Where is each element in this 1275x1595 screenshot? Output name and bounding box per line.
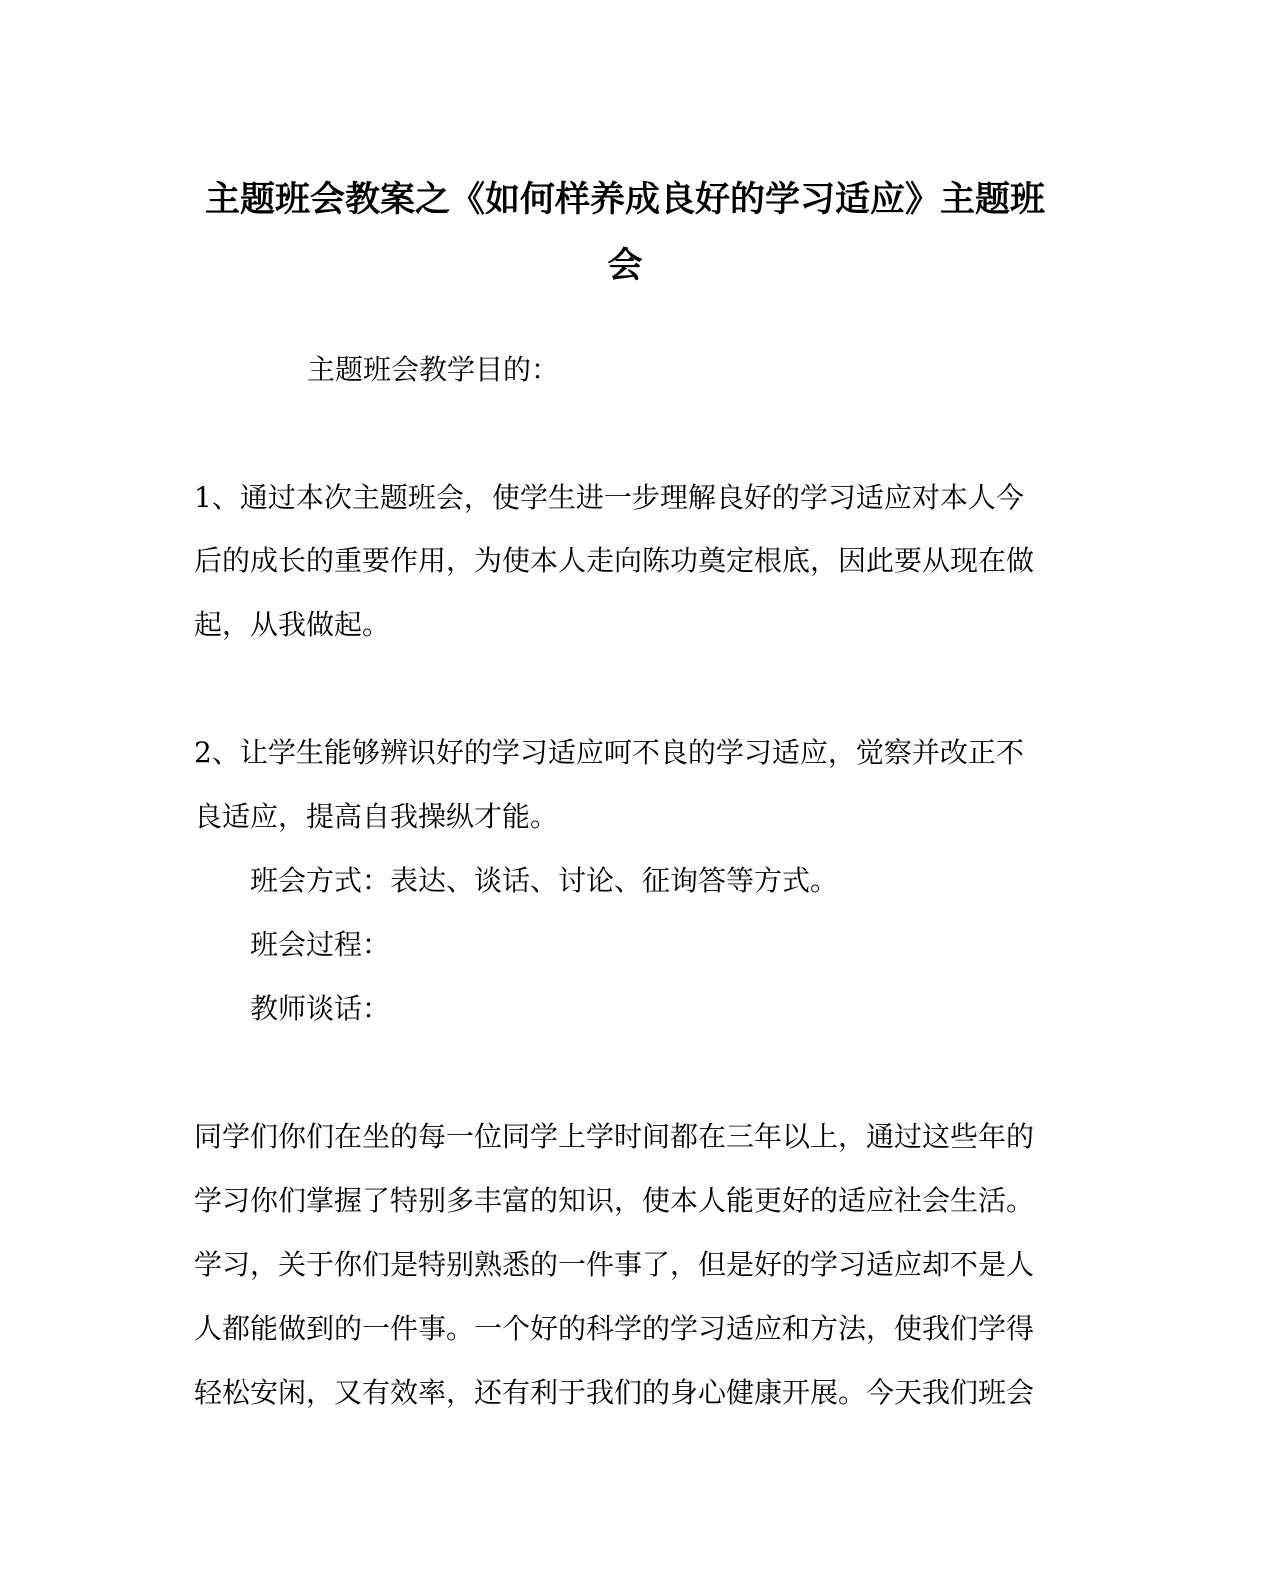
body-line-3: 学习，关于你们是特别熟悉的一件事了，但是好的学习适应却不是人 <box>194 1248 1035 1281</box>
objective-2-line-2: 良适应，提高自我操纵才能。 <box>194 800 559 833</box>
format-line: 班会方式：表达、谈话、讨论、征询答等方式。 <box>250 864 839 897</box>
process-line: 班会过程： <box>250 928 391 961</box>
objective-1-line-3: 起，从我做起。 <box>194 608 391 641</box>
body-line-4: 人都能做到的一件事。一个好的科学的学习适应和方法，使我们学得 <box>194 1312 1035 1345</box>
body-line-1: 同学们你们在坐的每一位同学上学时间都在三年以上，通过这些年的 <box>194 1120 1035 1153</box>
teacher-line: 教师谈话： <box>250 992 391 1025</box>
document-title: 主题班会教案之《如何样养成良好的学习适应》主题班会 <box>204 179 1045 286</box>
body-line-2: 学习你们掌握了特别多丰富的知识，使本人能更好的适应社会生活。 <box>194 1184 1035 1217</box>
objective-2-line-1: 2、让学生能够辨识好的学习适应呵不良的学习适应，觉察并改正不 <box>194 736 1024 769</box>
objective-1-line-2: 后的成长的重要作用，为使本人走向陈功奠定根底，因此要从现在做 <box>194 544 1035 577</box>
objective-1-line-1: 1、通过本次主题班会，使学生进一步理解良好的学习适应对本人今 <box>194 481 1024 514</box>
body-line-5: 轻松安闲，又有效率，还有利于我们的身心健康开展。今天我们班会 <box>194 1376 1035 1409</box>
objective-heading: 主题班会教学目的： <box>307 353 560 386</box>
